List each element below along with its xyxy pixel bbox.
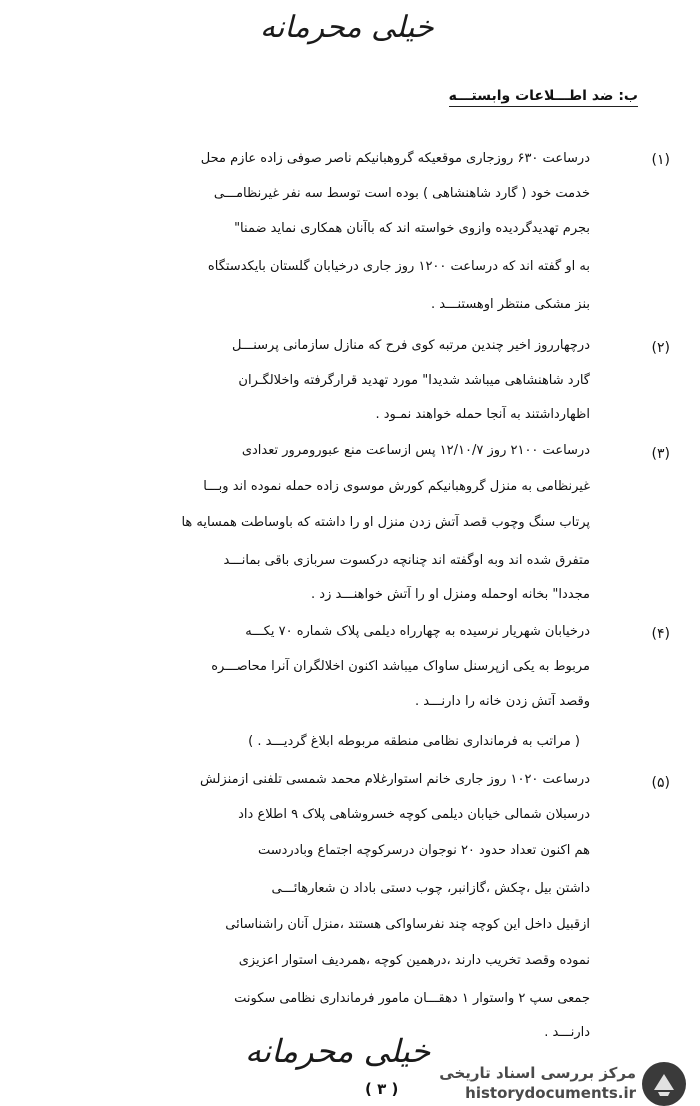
- item-line: پرتاب سنگ وچوب قصد آتش زدن منزل او را داشته که باوساطت همسایه ها: [181, 515, 590, 530]
- item-line: غیرنظامی به منزل گروهبانیکم کورش موسوی زاده حمله نموده اند وبـــا: [203, 479, 590, 494]
- item-line: نموده وقصد تخریب دارند ،درهمین کوچه ،همردیف استوار اعزیزی: [238, 953, 590, 968]
- item-line: داشتن بیل ،چکش ،گازانبر، چوب دستی باداد ن شعارهائـــی: [271, 881, 590, 896]
- item-line: به او گفته اند که درساعت ۱۲۰۰ روز جاری درخیابان گلستان بایکدستگاه: [207, 259, 590, 274]
- item-line: درساعت ۲۱۰۰ روز ۱۲/۱۰/۷ پس ازساعت منع عبورومرور تعدادی: [241, 443, 590, 458]
- item-line: درساعت ۱۰۲۰ روز جاری خانم استوارغلام محمد شمسی تلفنی ازمنزلش: [199, 772, 590, 787]
- item-number: (۳): [651, 446, 670, 462]
- item-number: (۴): [651, 626, 670, 642]
- item-line: درخیابان شهریار نرسیده به چهارراه دیلمی پلاک شماره ۷۰ یکـــه: [245, 624, 590, 639]
- watermark-logo: [386, 1062, 686, 1106]
- classification-stamp-top: خیلی محرمانه: [260, 10, 434, 45]
- archive-logo-icon: [642, 1062, 686, 1106]
- item-line: درسبلان شمالی خیابان دیلمی کوچه خسروشاهی پلاک ۹ اطلاع داد: [238, 807, 590, 822]
- item-line: گارد شاهنشاهی میباشد شدیدا" مورد تهدید قرارگرفته واخلالگـران: [238, 373, 590, 388]
- item-line: درساعت ۶۳۰ روزجاری موقعیکه گروهبانیکم ناصر صوفی زاده عازم محل: [200, 151, 590, 166]
- item-line: بجرم تهدیدگردیده وازوی خواسته اند که باآنان همکاری نماید ضمنا": [234, 221, 590, 236]
- classification-stamp-bottom: خیلی محرمانه: [245, 1032, 431, 1070]
- item-number: (۵): [651, 775, 670, 791]
- archive-name: مرکز بررسی اسناد تاریخی: [439, 1064, 636, 1082]
- item-line: اظهارداشتند به آنجا حمله خواهند نمـود .: [375, 407, 590, 422]
- section-heading: ب: ضد اطـــلاعات وابستـــه: [449, 88, 638, 107]
- item-line: جمعی سپ ۲ واستوار ۱ دهقـــان مامور فرمانداری نظامی سکونت: [234, 991, 590, 1006]
- item-line: وقصد آتش زدن خانه را دارنـــد .: [415, 694, 590, 709]
- page-number: ( ۳ ): [365, 1080, 399, 1098]
- item-number: (۲): [651, 340, 670, 356]
- item-line: متفرق شده اند وبه اوگفته اند چنانچه درکسوت سربازی باقی بمانـــد: [223, 553, 590, 568]
- item-line: ازقبیل داخل این کوچه چند نفرساواکی هستند ،منزل آنان راشناسائی: [225, 917, 590, 932]
- item-line: درچهارروز اخیر چندین مرتبه کوی فرح که منازل سازمانی پرسنـــل: [231, 338, 590, 353]
- item-line: خدمت خود ( گارد شاهنشاهی ) بوده است توسط سه نفر غیرنظامـــی: [213, 186, 590, 201]
- item-line: مجددا" بخانه اوحمله ومنزل او را آتش خواهنـــد زد .: [311, 587, 590, 602]
- item-line: بنز مشکی منتظر اوهستنـــد .: [430, 297, 590, 312]
- archive-url[interactable]: historydocuments.ir: [465, 1084, 636, 1102]
- item-number: (۱): [651, 152, 670, 168]
- item-note: ( مراتب به فرمانداری نظامی منطقه مربوطه ابلاغ گردیـــد . ): [248, 734, 580, 749]
- item-line: مربوط به یکی ازپرسنل ساواک میباشد اکنون اخلالگران آنرا محاصـــره: [211, 659, 590, 674]
- item-line: هم اکنون تعداد حدود ۲۰ نوجوان درسرکوچه اجتماع وبادردست: [257, 843, 590, 858]
- item-line: دارنـــد .: [544, 1025, 590, 1040]
